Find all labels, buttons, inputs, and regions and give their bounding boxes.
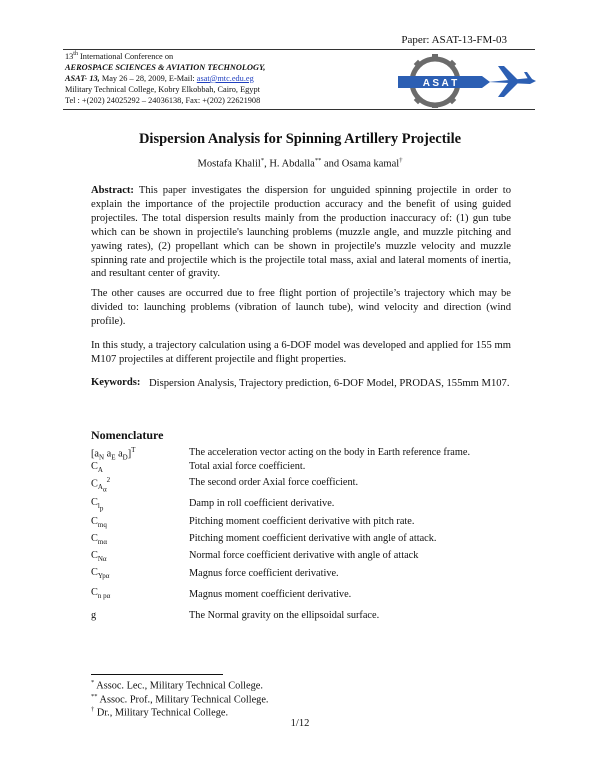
other-causes-paragraph: The other causes are occurred due to free flight portion of projectile’s trajectory which may be divided to: launching problems (vibration of launch tube), wind velocity and direction (wind profile). — [91, 288, 511, 327]
paper-title: Dispersion Analysis for Spinning Artillery Projectile — [138, 131, 462, 147]
paper-id: Paper: ASAT-13-FM-03 — [401, 34, 507, 46]
nomenclature-definition: Pitching moment coefficient derivative with pitch rate. — [189, 516, 415, 527]
footnote: † Dr., Military Technical College. — [91, 706, 229, 719]
author-1: Mostafa Khalil — [197, 158, 261, 170]
author-3-mark: † — [399, 157, 403, 164]
nomenclature-symbol: $C_{Yp\alpha}$ — [91, 567, 110, 581]
nomenclature-symbol: $C_{m\alpha}$ — [91, 533, 107, 547]
conf-line-3 — [65, 73, 265, 84]
conf-number: 13 — [65, 51, 74, 61]
nomenclature-symbol: $C_{mq}$ — [91, 516, 107, 530]
nomenclature-symbol: $C_{N\alpha}$ — [91, 550, 107, 564]
keywords-label: Keywords: — [91, 377, 141, 388]
footnote-rule — [91, 674, 223, 675]
nomenclature-symbol: $C_{n p\alpha}$ — [91, 587, 111, 601]
conf-asat: ASAT- 13, — [65, 73, 100, 83]
author-2-mark: ** — [314, 157, 322, 164]
author-1-mark: * — [260, 157, 265, 164]
conf-line-1-text: International Conference on — [77, 51, 174, 61]
nomenclature-symbol: $C_{l_p}$ — [91, 497, 104, 513]
author-3: and Osama kamal — [321, 158, 400, 170]
nomenclature-definition: The second order Axial force coefficient. — [189, 477, 359, 488]
footnote: * Assoc. Lec., Military Technical College. — [91, 679, 263, 692]
asat-logo — [390, 52, 540, 108]
nomenclature-symbol: $C_{A_\alpha}^2$ — [91, 476, 111, 494]
logo-text: A S A T — [422, 78, 458, 89]
study-paragraph: In this study, a trajectory calculation using a 6-DOF model was developed and applied for 155 mm M107 projectiles at different projectile and flight properties. — [91, 340, 511, 365]
aircraft-icon — [488, 66, 536, 97]
nomenclature-definition: Magnus force coefficient derivative. — [189, 568, 339, 579]
nomenclature-definition: The Normal gravity on the ellipsoidal surface. — [189, 610, 380, 621]
nomenclature-symbol: $C_A$ — [91, 461, 103, 475]
conf-number-sup: th — [73, 51, 78, 57]
conference-info — [65, 49, 265, 106]
nomenclature-heading: Nomenclature — [91, 428, 164, 442]
nomenclature-definition: Damp in roll coefficient derivative. — [189, 498, 335, 509]
conf-dates: May 26 – 28, 2009, E-Mail: — [99, 73, 197, 83]
abstract-label: Abstract: — [91, 185, 134, 196]
conf-line-5: Tel : +(202) 24025292 – 24036138, Fax: +(202) 22621908 — [65, 95, 261, 105]
authors — [0, 157, 600, 170]
keywords-text: Dispersion Analysis, Trajectory prediction, 6-DOF Model, PRODAS, 155mm M107. — [149, 378, 510, 389]
conf-line-1 — [65, 49, 265, 62]
abstract — [91, 184, 511, 281]
header-bottom-rule — [63, 109, 535, 110]
conf-email-link[interactable]: asat@mtc.edu.eg — [196, 73, 254, 83]
nomenclature-definition: Total axial force coefficient. — [189, 461, 306, 472]
nomenclature-definition: The acceleration vector acting on the body in Earth reference frame. — [189, 447, 471, 458]
page-number: 1/12 — [290, 718, 310, 729]
nomenclature-definition: Magnus moment coefficient derivative. — [189, 589, 352, 600]
nomenclature-definition: Normal force coefficient derivative with angle of attack — [189, 550, 419, 561]
footnote: ** Assoc. Prof., Military Technical College. — [91, 693, 269, 706]
nomenclature-symbol: g — [91, 610, 97, 621]
nomenclature-symbol: [$a_N$ $a_E$ $a_D]^T$ — [91, 446, 136, 462]
nomenclature-definition: Pitching moment coefficient derivative with angle of attack. — [189, 533, 437, 544]
conf-line-4: Military Technical College, Kobry Elkobbah, Cairo, Egypt — [65, 84, 260, 94]
conf-line-2: AEROSPACE SCIENCES & AVIATION TECHNOLOGY, — [65, 62, 266, 72]
author-2: , H. Abdalla — [264, 158, 315, 170]
abstract-text: This paper investigates the dispersion for unguided spinning projectile in order to explain the importance of the projectile production accuracy and the benefit of using guided projectiles. The total dispersion results mainly from the production inaccuracy of: (1) gun tube which can be shown in projectile's launching problems (muzzle angle, and muzzle pitching and yawing rates), (2) propellant which can be shown in projectile's muzzle velocity and muzzle spinning rate and projectile which is the projectile total mass, axial and lateral moments of inertia, and resultant center of gravity. — [91, 185, 511, 280]
